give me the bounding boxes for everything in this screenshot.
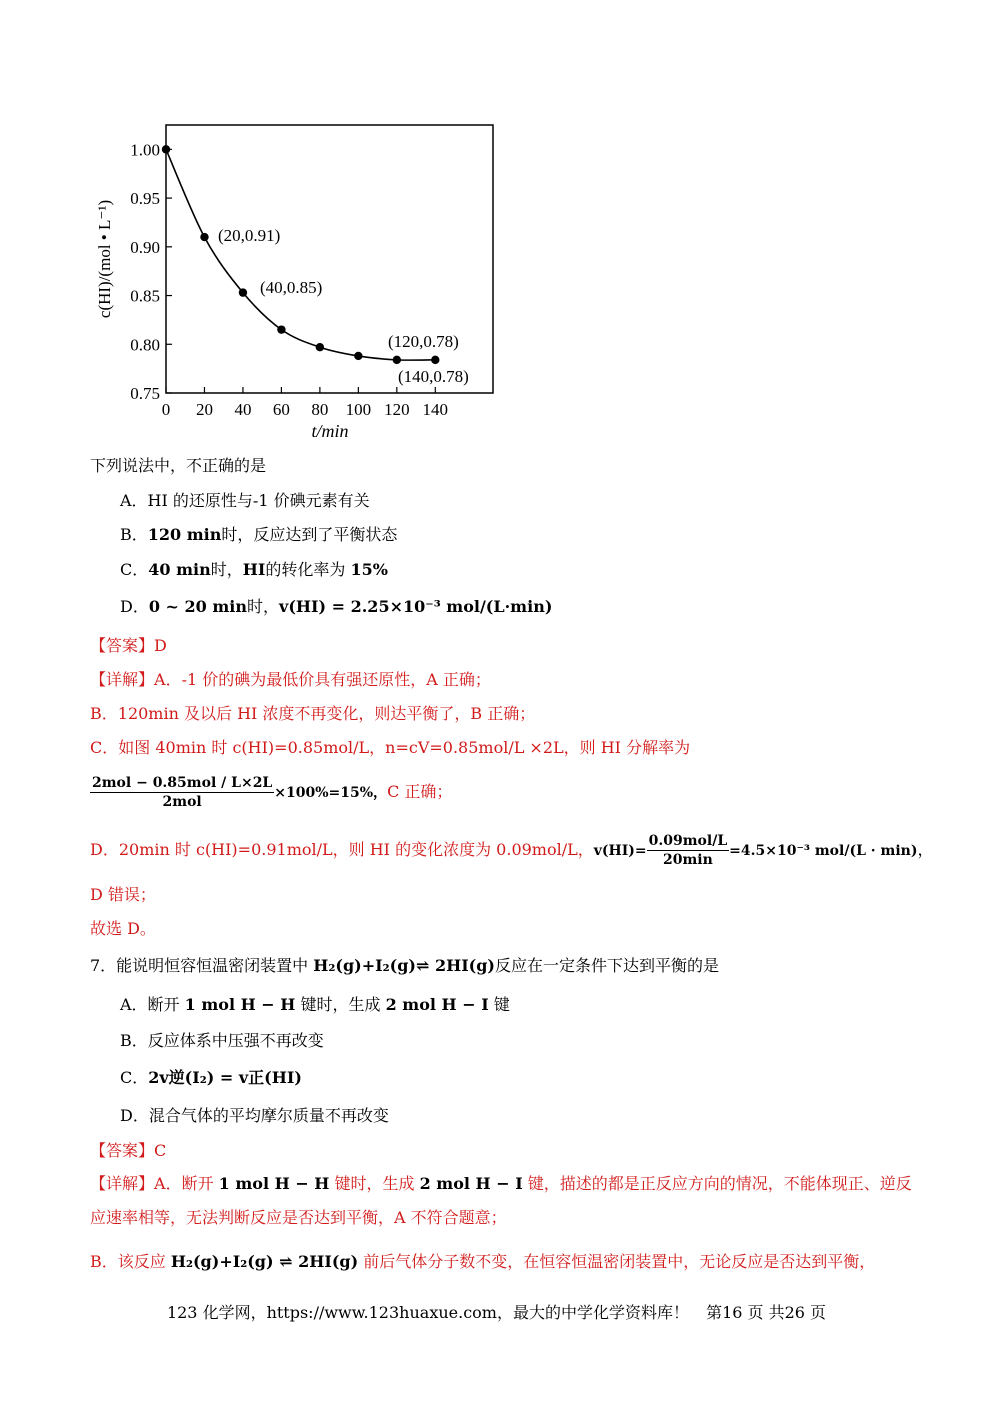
punctuation: ， — [917, 840, 934, 859]
q6-option-c — [120, 560, 993, 580]
series-line — [166, 149, 435, 360]
x-axis-label: t/min — [311, 421, 349, 441]
q6-detail-a — [90, 670, 993, 690]
option-text: 的转化率为 — [265, 560, 351, 579]
q6-option-b — [120, 525, 993, 545]
fraction-denominator: 2mol — [162, 794, 202, 810]
data-point — [354, 352, 362, 360]
y-tick-label: 0.90 — [130, 237, 160, 257]
x-tick-label: 140 — [422, 400, 449, 419]
q7-detail-a — [90, 1174, 993, 1194]
q7-option-b: B．反应体系中压强不再改变 — [120, 1031, 324, 1050]
y-tick-label: 1.00 — [130, 140, 160, 160]
data-point — [200, 233, 208, 241]
x-tick-label: 100 — [345, 400, 372, 419]
annot-20: (20,0.91) — [218, 226, 281, 245]
detail-text: D．20min 时 c(HI)=0.91mol/L，则 HI 的变化浓度为 0.09mol/L， — [90, 840, 594, 859]
y-tick-label: 0.80 — [130, 335, 160, 355]
reaction-equation: H₂(g)+I₂(g) ⇌ 2HI(g) — [170, 1252, 359, 1271]
detail-text: 前后气体分子数不变，在恒容恒温密闭装置中，无论反应是否达到平衡， — [358, 1252, 876, 1271]
option-text: A．断开 — [120, 995, 185, 1014]
bond-hi: 2 mol H − I — [419, 1174, 523, 1193]
option-text: 时， — [210, 560, 243, 579]
x-tick-label: 20 — [195, 400, 213, 419]
bond-hh: 1 mol H − H — [184, 995, 296, 1014]
option-label: D． — [120, 597, 149, 616]
rate-lhs: v(HI)= — [593, 843, 647, 859]
answer-label: 【答案】 — [90, 1141, 155, 1160]
bond-hi: 2 mol H − I — [385, 995, 489, 1014]
plot-frame — [166, 125, 493, 393]
rate-value: 15% — [350, 560, 388, 579]
bond-hh: 1 mol H − H — [218, 1174, 330, 1193]
option-text: 键 — [488, 995, 510, 1014]
time-range: 0 ~ 20 min — [148, 597, 247, 616]
q7-answer — [90, 1141, 993, 1161]
data-point — [393, 356, 401, 364]
y-axis-label: c(HI)/(mol • L⁻¹) — [95, 199, 114, 319]
option-text: 键时，生成 — [295, 995, 386, 1014]
fraction-denominator: 20min — [663, 852, 713, 868]
option-label: B． — [120, 525, 148, 544]
q6-detail-c-formula — [90, 772, 993, 813]
q7-detail-a-line2: 应速率相等，无法判断反应是否达到平衡，A 不符合题意； — [90, 1208, 507, 1227]
annot-140: (140,0.78) — [398, 367, 469, 386]
detail-text: 键，描述的都是正反应方向的情况，不能体现正、逆反 — [522, 1174, 912, 1193]
fraction-numerator: 0.09mol/L — [648, 833, 728, 849]
data-point — [239, 288, 247, 296]
option-text: 时，反应达到了平衡状态 — [221, 525, 398, 544]
data-point — [162, 145, 170, 153]
q7-option-d: D．混合气体的平均摩尔质量不再改变 — [120, 1106, 389, 1125]
annot-40: (40,0.85) — [260, 278, 323, 297]
footer-text: 123 化学网，https://www.123huaxue.com，最大的中学化学资料库！ — [166, 1303, 689, 1322]
q7-option-c — [120, 1068, 993, 1088]
species-hi: HI — [242, 560, 266, 579]
fraction-tail: ×100%=15%， — [274, 785, 388, 801]
q6-detail-d — [90, 830, 993, 871]
stem-text: 反应在一定条件下达到平衡的是 — [495, 956, 720, 975]
rate-formula: v(HI) = 2.25×10⁻³ mol/(L·min) — [279, 597, 553, 616]
q7-option-a — [120, 995, 993, 1015]
fraction-numerator: 2mol − 0.85mol / L×2L — [92, 775, 273, 791]
fraction-rate — [647, 832, 730, 869]
data-point — [316, 343, 324, 351]
x-tick-label: 0 — [161, 400, 171, 419]
data-point — [277, 325, 285, 333]
option-label: C． — [120, 560, 149, 579]
y-tick-label: 0.95 — [130, 189, 160, 209]
page-number: 第16 页 共26 页 — [706, 1303, 827, 1322]
x-tick-label: 120 — [384, 400, 410, 419]
detail-text: 键时，生成 — [329, 1174, 420, 1193]
x-tick-label: 60 — [272, 400, 290, 419]
q6-conclusion: 故选 D。 — [90, 919, 156, 938]
q6-option-a: A．HI 的还原性与-1 价碘元素有关 — [120, 491, 370, 510]
answer-value: C — [154, 1141, 167, 1160]
hi-concentration-chart — [90, 115, 510, 445]
q6-answer — [90, 636, 993, 656]
fraction-conversion — [90, 774, 274, 811]
annot-120: (120,0.78) — [388, 332, 459, 351]
answer-label: 【答案】 — [90, 636, 155, 655]
detail-text: B．该反应 — [90, 1252, 171, 1271]
detail-label: 【详解】 — [90, 1174, 155, 1193]
q6-detail-d2: D 错误； — [90, 885, 156, 904]
reaction-equation: H₂(g)+I₂(g)⇌ 2HI(g) — [313, 956, 495, 975]
y-tick-label: 0.75 — [130, 384, 160, 403]
detail-text: C 正确； — [387, 782, 453, 801]
q6-stem: 下列说法中，不正确的是 — [90, 456, 267, 475]
time-value: 120 min — [147, 525, 222, 544]
q6-detail-b: B．120min 及以后 HI 浓度不再变化，则达平衡了，B 正确； — [90, 704, 536, 723]
answer-value: D — [154, 636, 167, 655]
data-point — [431, 356, 439, 364]
q6-option-d — [120, 597, 993, 617]
detail-label: 【详解】 — [90, 670, 155, 689]
detail-text: A．-1 价的碘为最低价具有强还原性，A 正确； — [154, 670, 491, 689]
x-axis-ticks — [162, 387, 448, 419]
q7-detail-b — [90, 1252, 993, 1272]
x-tick-label: 40 — [234, 400, 252, 419]
q6-detail-c: C．如图 40min 时 c(HI)=0.85mol/L，n=cV=0.85mol/L ×2L，则 HI 分解率为 — [90, 738, 691, 757]
rate-rhs: =4.5×10⁻³ mol/(L · min) — [729, 843, 918, 859]
q7-stem — [90, 956, 993, 976]
x-tick-label: 80 — [311, 400, 329, 419]
rate-relation: 2v逆(I₂) = v正(HI) — [148, 1068, 302, 1087]
detail-text: A．断开 — [154, 1174, 219, 1193]
time-value: 40 min — [148, 560, 211, 579]
stem-text: 7．能说明恒容恒温密闭装置中 — [90, 956, 314, 975]
page-footer — [0, 1300, 993, 1323]
option-text: 时， — [247, 597, 280, 616]
y-tick-label: 0.85 — [130, 286, 160, 306]
option-label: C． — [120, 1068, 149, 1087]
